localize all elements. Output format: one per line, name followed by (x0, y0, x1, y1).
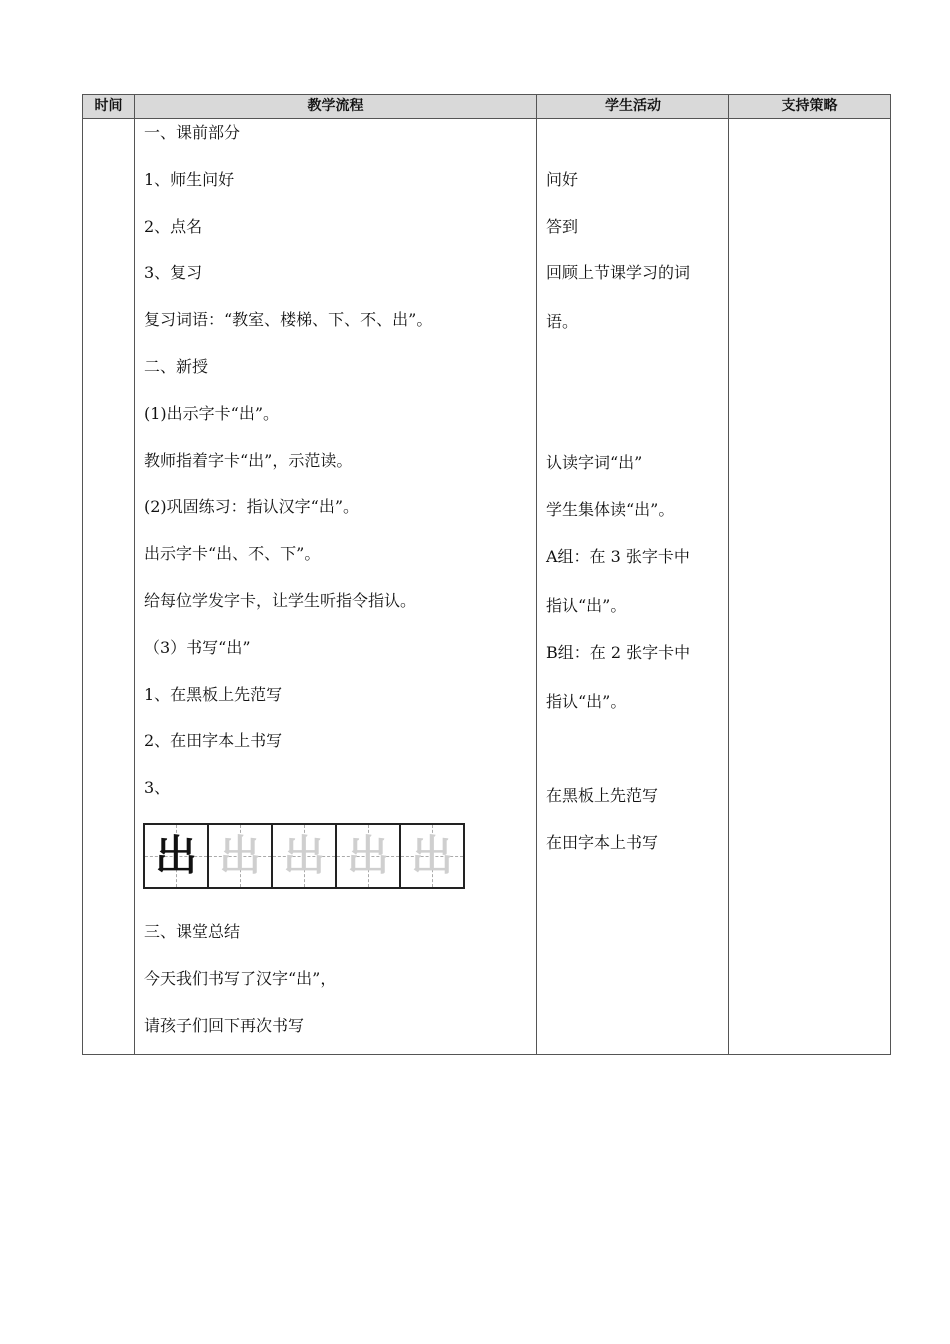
student-line: 指认“出”。 (546, 692, 627, 711)
process-line: 教师指着字卡“出”，示范读。 (144, 451, 353, 470)
lesson-plan-table (82, 94, 891, 1055)
header-support-strategy: 支持策略 (781, 98, 838, 114)
student-line: 回顾上节课学习的词 (546, 263, 691, 282)
process-line: 1、师生问好 (144, 170, 235, 189)
process-line: 2、点名 (144, 217, 203, 236)
table-header-row (83, 95, 890, 119)
practice-box (271, 823, 337, 889)
student-line: 在田字本上书写 (546, 833, 659, 852)
header-student-activity: 学生活动 (605, 98, 661, 114)
process-line: (1)出示字卡“出”。 (144, 404, 280, 423)
header-time: 时间 (94, 98, 123, 114)
practice-box (335, 823, 401, 889)
student-line: 认读字词“出” (546, 453, 643, 472)
trace-character: 出 (410, 831, 453, 880)
process-line: （3）书写“出” (144, 638, 251, 657)
process-line: 出示字卡“出、不、下”。 (144, 544, 321, 563)
process-line: (2)巩固练习：指认汉字“出”。 (144, 497, 360, 516)
process-line: 3、 (144, 778, 171, 797)
process-line: 三、课堂总结 (144, 922, 241, 941)
student-line: 答到 (546, 217, 579, 236)
process-line: 2、在田字本上书写 (144, 731, 283, 750)
process-line: 复习词语：“教室、楼梯、下、不、出”。 (144, 310, 433, 329)
student-line: 指认“出”。 (546, 596, 627, 615)
character-practice-grid (143, 823, 463, 889)
student-line: 语。 (546, 312, 579, 331)
process-line: 一、课前部分 (144, 123, 241, 142)
student-line: 在黑板上先范写 (546, 786, 659, 805)
trace-character: 出 (346, 831, 389, 880)
process-line: 给每位学发字卡，让学生听指令指认。 (144, 591, 417, 610)
trace-character: 出 (282, 831, 325, 880)
student-line: B组：在 2 张字卡中 (546, 643, 691, 662)
practice-box (399, 823, 465, 889)
column-divider (134, 95, 135, 1054)
column-divider (728, 95, 729, 1054)
practice-box (143, 823, 209, 889)
student-line: 问好 (546, 170, 579, 189)
process-line: 1、在黑板上先范写 (144, 685, 283, 704)
model-character: 出 (154, 831, 197, 880)
column-divider (536, 95, 537, 1054)
process-line: 今天我们书写了汉字“出”， (144, 969, 337, 988)
process-line: 3、复习 (144, 263, 203, 282)
practice-box (207, 823, 273, 889)
header-teaching-process: 教学流程 (307, 98, 364, 114)
process-line: 请孩子们回下再次书写 (144, 1016, 305, 1035)
student-line: 学生集体读“出”。 (546, 500, 675, 519)
student-line: A组：在 3 张字卡中 (546, 547, 690, 566)
process-line: 二、新授 (144, 357, 209, 376)
trace-character: 出 (218, 831, 261, 880)
